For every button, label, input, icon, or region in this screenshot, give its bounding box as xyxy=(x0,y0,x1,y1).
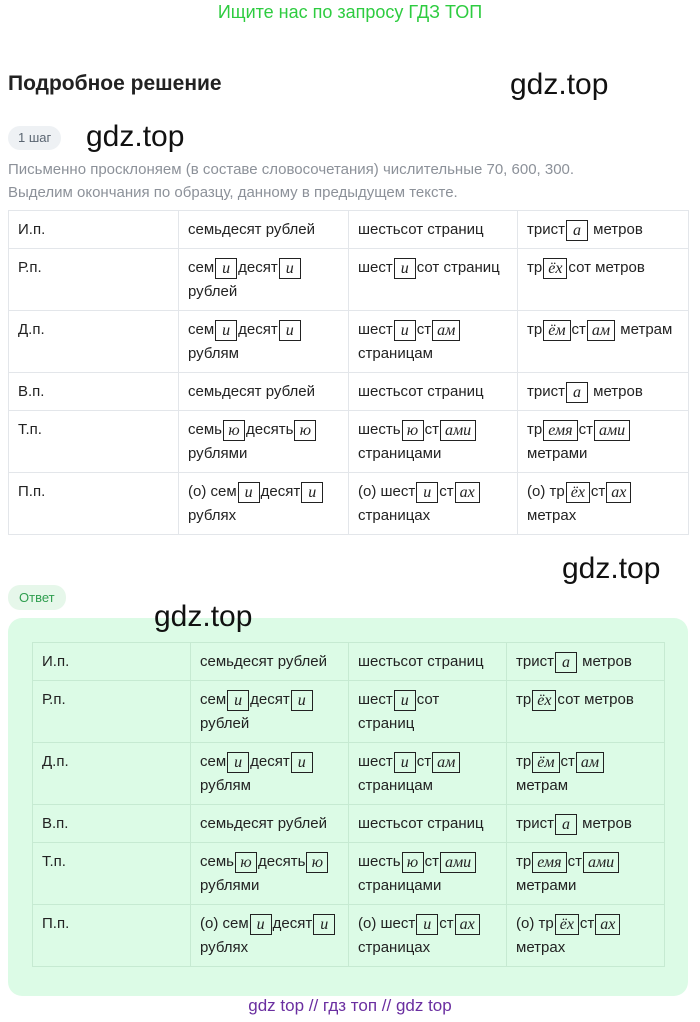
table-row xyxy=(33,843,665,905)
case-label: Р.п. xyxy=(33,681,191,743)
ending-box: и xyxy=(394,258,416,279)
word-part: десят xyxy=(250,753,290,770)
ending-box: и xyxy=(301,482,323,503)
answer-badge: Ответ xyxy=(8,585,66,610)
ending-box: ам xyxy=(432,752,460,773)
table-row xyxy=(9,249,689,311)
word-part: сот метров xyxy=(568,259,645,276)
intro-line: Выделим окончания по образцу, данному в предыдущем тексте. xyxy=(8,184,458,201)
declension-cell xyxy=(349,643,507,681)
case-label: Р.п. xyxy=(9,249,179,311)
word-part: ст xyxy=(567,853,582,870)
answer-table xyxy=(32,642,665,967)
ending-box: ёх xyxy=(555,914,579,935)
word-part: рублей xyxy=(188,283,238,300)
ending-box: ю xyxy=(235,852,257,873)
table-row xyxy=(9,473,689,535)
ending-box: и xyxy=(227,752,249,773)
word-part: десять xyxy=(245,421,294,438)
case-label: Д.п. xyxy=(9,311,179,373)
declension-cell xyxy=(179,473,349,535)
word-part: рублях xyxy=(200,939,249,956)
word-part: ст xyxy=(590,483,606,500)
word-part: сем xyxy=(200,753,227,770)
word-part: десят xyxy=(272,915,313,932)
ending-box: и xyxy=(394,690,416,711)
word-part: страницами xyxy=(358,877,442,894)
table-row xyxy=(9,311,689,373)
case-label: Т.п. xyxy=(33,843,191,905)
word-part: рублями xyxy=(188,445,248,462)
declension-cell xyxy=(349,249,518,311)
word-part: шестьсот страниц xyxy=(358,653,484,670)
ending-box: и xyxy=(416,914,438,935)
ending-box: ам xyxy=(576,752,604,773)
ending-box: емя xyxy=(543,420,577,441)
word-part: рублях xyxy=(188,507,237,524)
declension-cell xyxy=(507,643,665,681)
ending-box: ём xyxy=(543,320,570,341)
word-part: тр xyxy=(516,691,532,708)
ending-box: ах xyxy=(595,914,620,935)
ending-box: и xyxy=(291,752,313,773)
word-part: семьдесят рублей xyxy=(200,653,327,670)
declension-cell xyxy=(191,681,349,743)
case-label: Т.п. xyxy=(9,411,179,473)
word-part: десят xyxy=(238,259,278,276)
word-part: семьдесят рублей xyxy=(188,221,315,238)
word-part: десять xyxy=(257,853,306,870)
search-banner: Ищите нас по запросу ГДЗ ТОП xyxy=(217,2,483,22)
declension-cell xyxy=(349,473,518,535)
declension-cell xyxy=(179,249,349,311)
word-part: метров xyxy=(577,653,632,670)
declension-cell xyxy=(518,311,689,373)
word-part: ст xyxy=(416,753,432,770)
page-title: Подробное решение xyxy=(8,72,222,95)
word-part: (о) тр xyxy=(516,915,554,932)
declension-cell xyxy=(349,843,507,905)
ending-box: ём xyxy=(532,752,559,773)
word-part: шестьсот страниц xyxy=(358,221,484,238)
ending-box: и xyxy=(250,914,272,935)
table-row xyxy=(33,905,665,967)
declension-cell xyxy=(349,905,507,967)
ending-box: и xyxy=(227,690,249,711)
ending-box: ами xyxy=(440,852,476,873)
word-part: десят xyxy=(250,691,290,708)
word-part: (о) шест xyxy=(358,483,416,500)
word-part: метрами xyxy=(527,445,588,462)
word-part: шест xyxy=(358,753,393,770)
word-part: шесть xyxy=(358,853,401,870)
word-part: ст xyxy=(578,421,593,438)
ending-box: ах xyxy=(455,482,480,503)
ending-box: ами xyxy=(583,852,619,873)
case-label: И.п. xyxy=(9,211,179,249)
ending-box: ам xyxy=(432,320,460,341)
word-part: шест xyxy=(358,259,393,276)
word-part: семь xyxy=(188,421,222,438)
ending-box: ах xyxy=(455,914,480,935)
word-part: тр xyxy=(527,421,543,438)
declension-cell xyxy=(349,311,518,373)
word-part: ст xyxy=(560,753,575,770)
ending-box: ах xyxy=(606,482,631,503)
word-part: ст xyxy=(424,421,439,438)
word-part: сем xyxy=(188,321,215,338)
word-part: шестьсот страниц xyxy=(358,815,484,832)
table-row xyxy=(9,211,689,249)
word-part: (о) тр xyxy=(527,483,565,500)
task-description xyxy=(8,158,688,204)
word-part: (о) шест xyxy=(358,915,416,932)
word-part: семьдесят рублей xyxy=(188,383,315,400)
ending-box: ёх xyxy=(543,258,567,279)
declension-cell xyxy=(349,805,507,843)
word-part: сем xyxy=(200,691,227,708)
declension-cell xyxy=(349,373,518,411)
declension-cell xyxy=(507,681,665,743)
declension-cell xyxy=(518,211,689,249)
ending-box: и xyxy=(394,320,416,341)
word-part: метрам xyxy=(616,321,673,338)
declension-cell xyxy=(507,905,665,967)
word-part: тр xyxy=(527,321,543,338)
ending-box: и xyxy=(416,482,438,503)
word-part: сем xyxy=(188,259,215,276)
word-part: метрах xyxy=(516,939,566,956)
ending-box: а xyxy=(555,652,577,673)
word-part: ст xyxy=(579,915,595,932)
word-part: тр xyxy=(516,853,532,870)
declension-cell xyxy=(518,473,689,535)
word-part: страницами xyxy=(358,445,442,462)
word-part: метров xyxy=(577,815,632,832)
ending-box: и xyxy=(215,320,237,341)
word-part: сот страниц xyxy=(416,259,500,276)
word-part: метров xyxy=(588,221,643,238)
ending-box: а xyxy=(566,382,588,403)
word-part: рублей xyxy=(200,715,250,732)
table-row xyxy=(33,805,665,843)
declension-cell xyxy=(518,373,689,411)
ending-box: а xyxy=(555,814,577,835)
table-row xyxy=(9,411,689,473)
word-part: метров xyxy=(588,383,643,400)
word-part: сот страниц xyxy=(358,691,440,732)
word-part: шест xyxy=(358,321,393,338)
ending-box: ёх xyxy=(532,690,556,711)
word-part: десят xyxy=(238,321,278,338)
word-part: ст xyxy=(416,321,432,338)
declension-cell xyxy=(179,411,349,473)
table-row xyxy=(9,373,689,411)
declension-cell xyxy=(191,805,349,843)
table-row xyxy=(33,681,665,743)
ending-box: и xyxy=(291,690,313,711)
word-part: рублям xyxy=(200,777,251,794)
ending-box: и xyxy=(279,258,301,279)
declension-cell xyxy=(349,743,507,805)
footer-links: gdz top // гдз топ // gdz top xyxy=(248,996,452,1015)
word-part: трист xyxy=(516,653,554,670)
declension-cell xyxy=(191,905,349,967)
word-part: метрами xyxy=(516,877,577,894)
word-part: метрам xyxy=(516,777,569,794)
ending-box: ёх xyxy=(566,482,590,503)
ending-box: ю xyxy=(402,852,424,873)
word-part: рублям xyxy=(188,345,239,362)
case-label: Д.п. xyxy=(33,743,191,805)
word-part: трист xyxy=(516,815,554,832)
declension-cell xyxy=(518,249,689,311)
word-part: десят xyxy=(260,483,301,500)
declension-cell xyxy=(507,805,665,843)
step-badge: 1 шаг xyxy=(8,126,61,150)
case-label: П.п. xyxy=(9,473,179,535)
declension-cell xyxy=(349,411,518,473)
declension-cell xyxy=(179,311,349,373)
declension-cell xyxy=(191,843,349,905)
declension-cell xyxy=(518,411,689,473)
ending-box: и xyxy=(215,258,237,279)
table-row xyxy=(33,743,665,805)
ending-box: и xyxy=(394,752,416,773)
word-part: метрах xyxy=(527,507,577,524)
word-part: ст xyxy=(424,853,439,870)
ending-box: ами xyxy=(594,420,630,441)
word-part: ст xyxy=(571,321,586,338)
ending-box: емя xyxy=(532,852,566,873)
word-part: шестьсот страниц xyxy=(358,383,484,400)
ending-box: ю xyxy=(223,420,245,441)
word-part: шесть xyxy=(358,421,401,438)
word-part: ст xyxy=(439,915,454,932)
ending-box: и xyxy=(279,320,301,341)
declension-cell xyxy=(191,743,349,805)
ending-box: ю xyxy=(294,420,316,441)
ending-box: и xyxy=(313,914,335,935)
word-part: (о) сем xyxy=(200,915,249,932)
word-part: тр xyxy=(527,259,543,276)
case-label: И.п. xyxy=(33,643,191,681)
table-row xyxy=(33,643,665,681)
watermark: gdz.top xyxy=(154,600,253,633)
declension-cell xyxy=(507,843,665,905)
declension-cell xyxy=(349,681,507,743)
word-part: рублями xyxy=(200,877,260,894)
watermark: gdz.top xyxy=(562,552,661,585)
case-label: В.п. xyxy=(33,805,191,843)
word-part: трист xyxy=(527,221,565,238)
case-label: П.п. xyxy=(33,905,191,967)
ending-box: ю xyxy=(402,420,424,441)
case-label: В.п. xyxy=(9,373,179,411)
declension-cell xyxy=(179,211,349,249)
ending-box: ам xyxy=(587,320,615,341)
ending-box: и xyxy=(238,482,260,503)
word-part: страницах xyxy=(358,939,431,956)
word-part: сот метров xyxy=(557,691,634,708)
word-part: семьдесят рублей xyxy=(200,815,327,832)
word-part: шест xyxy=(358,691,393,708)
word-part: трист xyxy=(527,383,565,400)
declension-cell xyxy=(507,743,665,805)
watermark: gdz.top xyxy=(86,120,185,153)
word-part: тр xyxy=(516,753,532,770)
declension-cell xyxy=(191,643,349,681)
ending-box: ами xyxy=(440,420,476,441)
word-part: страницам xyxy=(358,345,433,362)
declension-cell xyxy=(349,211,518,249)
intro-line: Письменно просклоняем (в составе словосочетания) числительные 70, 600, 300. xyxy=(8,161,575,178)
watermark: gdz.top xyxy=(510,68,609,101)
solution-table xyxy=(8,210,689,535)
declension-cell xyxy=(179,373,349,411)
word-part: семь xyxy=(200,853,234,870)
ending-box: ю xyxy=(306,852,328,873)
word-part: (о) сем xyxy=(188,483,237,500)
word-part: ст xyxy=(439,483,454,500)
ending-box: а xyxy=(566,220,588,241)
word-part: страницам xyxy=(358,777,433,794)
word-part: страницах xyxy=(358,507,431,524)
